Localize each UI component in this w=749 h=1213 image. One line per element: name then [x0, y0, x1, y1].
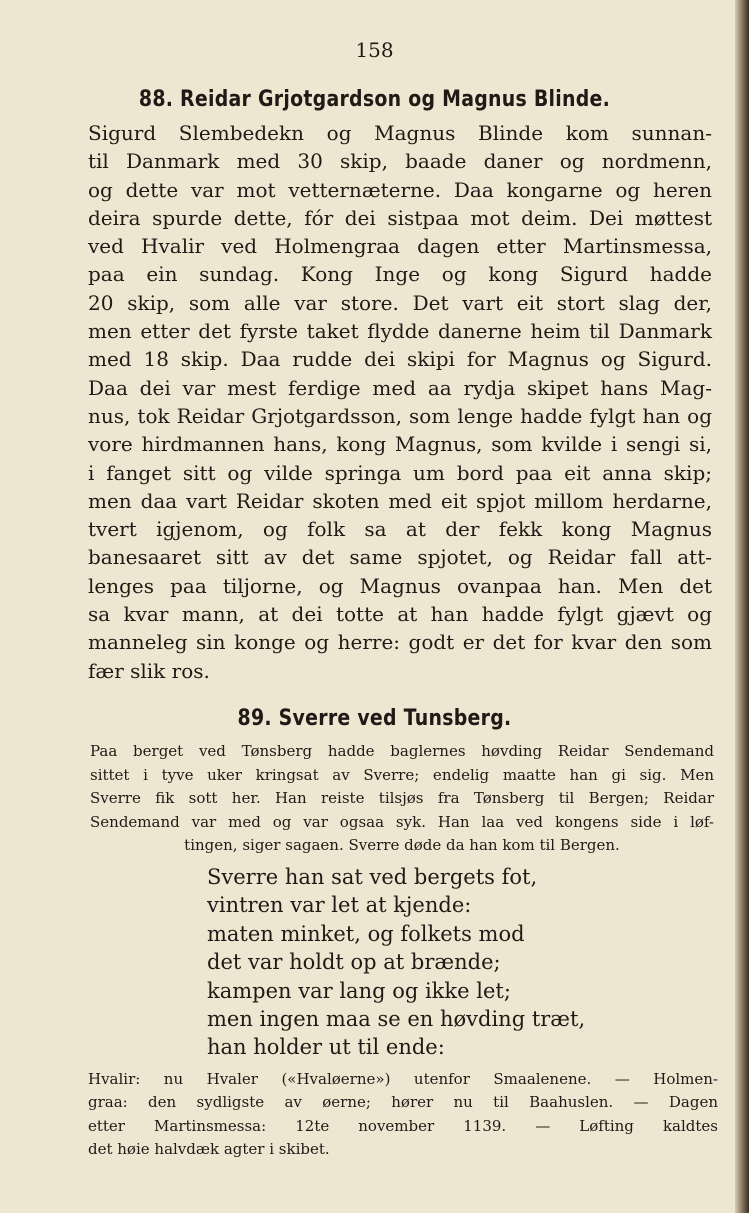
text-line: i fanget sitt og vilde springa um bord paa eit anna skip;: [88, 460, 712, 485]
text-line: 20 skip, som alle var store. Det vart eit stort slag der,: [88, 290, 712, 315]
text-line: ved Hvalir ved Holmengraa dagen etter Martinsmessa,: [88, 234, 712, 259]
text-line: og dette var mot vetternæterne. Daa kongarne og heren: [88, 177, 712, 202]
footnotes: [88, 1068, 718, 1161]
poem-line: det var holdt op at brænde;: [207, 950, 501, 975]
text-line: sa kvar mann, at dei totte at han hadde fylgt gjævt og: [88, 602, 712, 627]
intro-line: Sendemand var med og var ogsaa syk. Han laa ved kongens side i løf-: [90, 812, 714, 831]
note-line: det høie halvdæk agter i skibet.: [88, 1139, 330, 1158]
poem-line: han holder ut til ende:: [207, 1035, 445, 1060]
text-line: men daa vart Reidar skoten med eit spjot millom herdarne,: [88, 488, 712, 513]
note-line: graa: den sydligste av øerne; hører nu til Baahuslen. — Dagen: [88, 1093, 718, 1112]
text-line: nus, tok Reidar Grjotgardsson, som lenge hadde fylgt han og: [88, 403, 712, 428]
text-line: Sigurd Slembedekn og Magnus Blinde kom sunnan-: [88, 121, 712, 145]
text-line: men etter det fyrste taket flydde danerne heim til Danmark: [88, 319, 712, 344]
text-line: tvert igjenom, og folk sa at der fekk kong Magnus: [88, 517, 712, 542]
section-89-intro: [90, 740, 714, 858]
poem-line: Sverre han sat ved bergets fot,: [207, 865, 538, 889]
note-line: Hvalir: nu Hvaler («Hvaløerne») utenfor Smaalenene. — Holmen-: [88, 1070, 718, 1088]
intro-line: sittet i tyve uker kringsat av Sverre; endelig maatte han gi sig. Men: [90, 765, 714, 784]
text-line: paa ein sundag. Kong Inge og kong Sigurd hadde: [88, 262, 712, 287]
poem-line: men ingen maa se en høvding træt,: [207, 1006, 586, 1031]
section-89-heading: 89. Sverre ved Tunsberg.: [237, 706, 512, 731]
intro-line: Sverre fik sott her. Han reiste tilsjøs fra Tønsberg til Bergen; Reidar: [90, 789, 714, 807]
text-line: manneleg sin konge og herre: godt er det for kvar den som: [88, 630, 712, 655]
section-88-body: [88, 119, 712, 685]
page-edge-shadow: [735, 0, 749, 1213]
poem-line: vintren var let at kjende:: [207, 893, 472, 918]
text-line: Daa dei var mest ferdige med aa rydja skipet hans Mag-: [88, 375, 712, 400]
section-88-heading: 88. Reidar Grjotgardson og Magnus Blinde.: [138, 87, 611, 112]
text-line: med 18 skip. Daa rudde dei skipi for Magnus og Sigurd.: [88, 347, 712, 372]
text-line: deira spurde dette, fór dei sistpaa mot deim. Dei møttest: [88, 205, 712, 230]
text-line: fær slik ros.: [88, 658, 210, 683]
poem: [207, 863, 585, 1062]
note-line: etter Martinsmessa: 12te november 1139. — Løfting kaldtes: [88, 1116, 718, 1135]
intro-line: tingen, siger sagaen. Sverre døde da han kom til Bergen.: [184, 836, 620, 854]
text-line: lenges paa tiljorne, og Magnus ovanpaa han. Men det: [88, 573, 712, 598]
text-line: vore hirdmannen hans, kong Magnus, som kvilde i sengi si,: [88, 432, 712, 457]
poem-line: maten minket, og folkets mod: [207, 921, 525, 946]
text-line: banesaaret sitt av det same spjotet, og Reidar fall att-: [88, 545, 712, 570]
text-line: til Danmark med 30 skip, baade daner og nordmenn,: [88, 149, 712, 174]
poem-line: kampen var lang og ikke let;: [207, 978, 511, 1003]
page-number: 158: [355, 38, 394, 62]
intro-line: Paa berget ved Tønsberg hadde baglernes høvding Reidar Sendemand: [90, 742, 714, 760]
